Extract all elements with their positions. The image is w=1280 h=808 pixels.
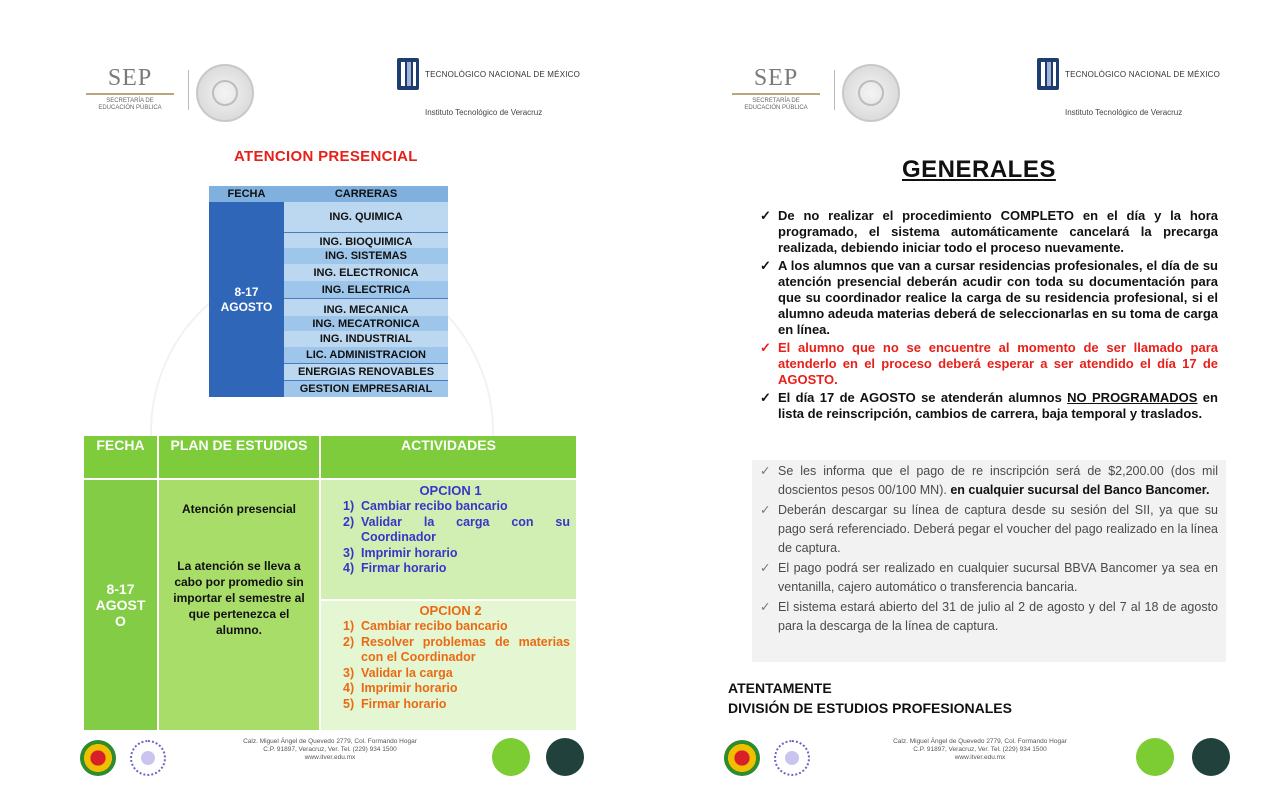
sep-subtitle-2: EDUCACIÓN PÚBLICA: [744, 105, 808, 111]
activities-date-cell: [84, 479, 158, 730]
section-title: ATENCION PRESENCIAL: [234, 148, 418, 165]
footer-address-line-1: Calz. Miguel Ángel de Quevedo 2779, Col. Formando Hogar: [243, 738, 417, 745]
bullet-1-post: en el día y la hora programado, el sistema automáticamente cancelará la precarga realizada, debiendo iniciar todo el proceso nuevamente.: [778, 208, 1219, 255]
career-cell: ING. QUIMICA: [284, 202, 448, 233]
sep-subtitle-1: SECRETARÍA DE: [752, 98, 800, 104]
step-text: Imprimir horario: [361, 681, 458, 696]
option-2-step: [343, 619, 570, 635]
bullet-4-pre: El día: [778, 390, 820, 405]
step-text: Firmar horario: [361, 561, 447, 575]
footer-address-line-1: Calz. Miguel Ángel de Quevedo 2779, Col. Formando Hogar: [893, 738, 1067, 745]
general-bullets: [758, 208, 1218, 424]
institute-name: Instituto Tecnológico de Veracruz: [425, 108, 543, 117]
option-1-step: [343, 546, 570, 562]
bullet-4-np: NO PROGRAMADOS: [1067, 390, 1198, 405]
payment-4-text: El sistema estará abierto del 31 de julio al 2 de agosto y del 7 al 18 de agosto para la descarga de la línea de captura.: [778, 600, 1218, 633]
career-cell: ING. MECATRONICA: [284, 316, 448, 331]
payment-1-pre: Se les informa que el pago de re inscripción será de $2,200.00 (dos mil doscientos pesos 00/100 MN).: [778, 464, 1218, 497]
step-text: Validar la carga: [361, 665, 453, 680]
generales-title: GENERALES: [902, 156, 1056, 183]
step-number: 3): [343, 545, 355, 560]
sep-subtitle-1: SECRETARÍA DE: [106, 98, 154, 104]
career-cell: ING. BIOQUIMICA: [284, 233, 448, 249]
schedule-date-cell: [209, 202, 284, 397]
step-number: 2): [343, 634, 355, 649]
step-number: 3): [343, 665, 355, 680]
schedule-row: [209, 202, 448, 233]
option-1-step: [343, 561, 570, 577]
itver-logo-icon: [80, 740, 116, 776]
activities-header-plan: PLAN DE ESTUDIOS: [158, 436, 320, 479]
check-icon: ✓: [760, 258, 771, 273]
option-2-step: [343, 681, 570, 697]
wheel-logo-icon: [130, 740, 166, 776]
career-cell: ING. SISTEMAS: [284, 248, 448, 264]
step-number: 5): [343, 696, 355, 711]
footer-address-line-2: C.P. 91897, Veracruz, Ver. Tel. (229) 934 1500: [913, 746, 1047, 753]
step-text: Imprimir horario: [361, 545, 458, 560]
footer-web: www.itver.edu.mx: [304, 754, 356, 761]
activities-row: [84, 479, 576, 600]
check-icon: ✓: [760, 561, 771, 575]
mexico-seal-icon: [196, 64, 254, 122]
schedule-header-row: [209, 186, 448, 202]
header-divider: [188, 70, 189, 110]
footer-address-line-2: C.P. 91897, Veracruz, Ver. Tel. (229) 934 1500: [263, 746, 397, 753]
step-text: Cambiar recibo bancario: [361, 499, 508, 513]
payment-item: [758, 598, 1218, 636]
schedule-header-fecha: FECHA: [209, 186, 284, 202]
step-text: Firmar horario: [361, 696, 447, 711]
schedule-header-carreras: CARRERAS: [284, 186, 448, 202]
payment-1-bold: en cualquier sucursal del Banco Bancomer.: [950, 483, 1210, 497]
signature-line-2: DIVISIÓN DE ESTUDIOS PROFESIONALES: [728, 700, 1012, 716]
step-number: 2): [343, 514, 355, 529]
sep-wordmark: SEP: [753, 65, 799, 91]
step-number: 4): [343, 561, 355, 575]
header-divider: [834, 70, 835, 110]
step-text: Validar la carga con su Coordinador: [361, 514, 570, 544]
step-number: 4): [343, 681, 355, 696]
activities-table: [84, 436, 576, 730]
bullet-1-pre: De no realizar el procedimiento: [778, 208, 1001, 223]
sep-subtitle-2: EDUCACIÓN PÚBLICA: [98, 105, 162, 111]
bullet-item: [758, 340, 1218, 388]
activities-date-month-2: O: [115, 613, 126, 629]
footer-address: [850, 738, 1110, 762]
bullet-item: [758, 390, 1218, 422]
activities-header-actividades: ACTIVIDADES: [320, 436, 576, 479]
check-icon: ✓: [760, 503, 771, 517]
check-icon: ✓: [760, 208, 771, 223]
career-cell: ING. ELECTRONICA: [284, 264, 448, 281]
payment-item: [758, 462, 1218, 500]
activities-header-row: [84, 436, 576, 479]
plan-description: La atención se lleva a cabo por promedio sin importar el semestre al que pertenezca el alumno.: [173, 559, 305, 637]
bullet-2-text: A los alumnos que van a cursar residencias profesionales, el día de su atención presencial deberán acudir con toda su documentación para que su coordinador realice la carga de su residencia profesional, si el alumno adeuda materias deberá de seleccionarlas en su toma de carga en línea.: [778, 258, 1219, 337]
step-text: Cambiar recibo bancario: [361, 619, 508, 634]
bullet-4-date: 17 de AGOSTO: [819, 390, 916, 405]
bullet-item: [758, 208, 1218, 256]
option-2-cell: [320, 600, 576, 730]
career-cell: ENERGIAS RENOVABLES: [284, 364, 448, 381]
schedule-table: [209, 186, 448, 397]
step-number: 1): [343, 499, 355, 513]
sep-rule: [732, 93, 820, 95]
option-2-step: [343, 635, 570, 666]
cert-badge-icon: [546, 738, 584, 776]
signature-line-1: ATENTAMENTE: [728, 680, 832, 696]
schedule-date-month: AGOSTO: [220, 299, 273, 314]
payment-item: [758, 559, 1218, 597]
cert-badge-icon: [1192, 738, 1230, 776]
footer-web: www.itver.edu.mx: [954, 754, 1006, 761]
sep-rule: [86, 93, 174, 95]
option-1-step: [343, 499, 570, 515]
plan-title: Atención presencial: [181, 502, 297, 516]
bullet-1-bold: COMPLETO: [1000, 208, 1075, 223]
option-1-step: [343, 515, 570, 546]
bullet-3-text: El alumno que no se encuentre al momento de ser llamado para atenderlo en el proceso deberá esperar a ser atendido el día 17 de AGOSTO.: [778, 340, 1218, 387]
career-cell: ING. MECANICA: [284, 299, 448, 317]
option-2-step: [343, 697, 570, 713]
career-cell: ING. INDUSTRIAL: [284, 331, 448, 347]
career-cell: ING. ELECTRICA: [284, 281, 448, 299]
footer-address: [200, 738, 460, 762]
option-2-list: [331, 619, 570, 712]
option-1-title: OPCION 1: [419, 483, 482, 498]
tecnm-name: TECNOLÓGICO NACIONAL DE MÉXICO: [1065, 70, 1221, 79]
activities-date-month-1: AGOST: [95, 597, 146, 613]
check-icon: ✓: [760, 600, 771, 614]
career-cell: LIC. ADMINISTRACION: [284, 347, 448, 364]
activities-date-range: 8-17: [106, 581, 135, 597]
check-icon: ✓: [760, 340, 771, 355]
step-number: 1): [343, 619, 355, 634]
step-text: Resolver problemas de materias con el Coordinador: [361, 634, 570, 665]
check-icon: ✓: [760, 390, 771, 405]
sep-logo: [80, 66, 180, 112]
bullet-4-mid: se atenderán alumnos: [915, 390, 1068, 405]
option-1-cell: [320, 479, 576, 600]
mexico-seal-icon: [842, 64, 900, 122]
career-cell: GESTION EMPRESARIAL: [284, 381, 448, 398]
option-2-step: [343, 666, 570, 682]
itver-logo-icon: [724, 740, 760, 776]
sep-wordmark: SEP: [107, 65, 153, 91]
activities-header-fecha: FECHA: [84, 436, 158, 479]
wheel-logo-icon: [774, 740, 810, 776]
bullet-item: [758, 258, 1218, 338]
cert-badge-icon: [1136, 738, 1174, 776]
option-1-list: [331, 499, 570, 577]
payment-2-text: Deberán descargar su línea de captura desde su sesión del SII, ya que su pago será referenciado. Deberá pegar el voucher del pago realizado en la línea de captura.: [778, 503, 1218, 555]
bullet-4-post: en lista de reinscripción, cambios de carrera, baja temporal y traslados.: [778, 390, 1218, 421]
page-right: [640, 0, 1280, 808]
institute-name: Instituto Tecnológico de Veracruz: [1065, 108, 1183, 117]
tecnm-logo-icon: [395, 56, 421, 92]
schedule-date-range: 8-17: [234, 284, 259, 299]
check-icon: ✓: [760, 464, 771, 478]
payment-item: [758, 501, 1218, 558]
cert-badge-icon: [492, 738, 530, 776]
payment-3-text: El pago podrá ser realizado en cualquier sucursal BBVA Bancomer ya sea en ventanilla, cajero automático o transferencia bancaria.: [778, 561, 1218, 594]
option-2-title: OPCION 2: [419, 603, 482, 619]
tecnm-logo-icon: [1035, 56, 1061, 92]
plan-cell: [158, 479, 320, 730]
sep-logo: [726, 66, 826, 112]
payment-bullets: [758, 462, 1218, 637]
tecnm-name: TECNOLÓGICO NACIONAL DE MÉXICO: [425, 70, 581, 79]
